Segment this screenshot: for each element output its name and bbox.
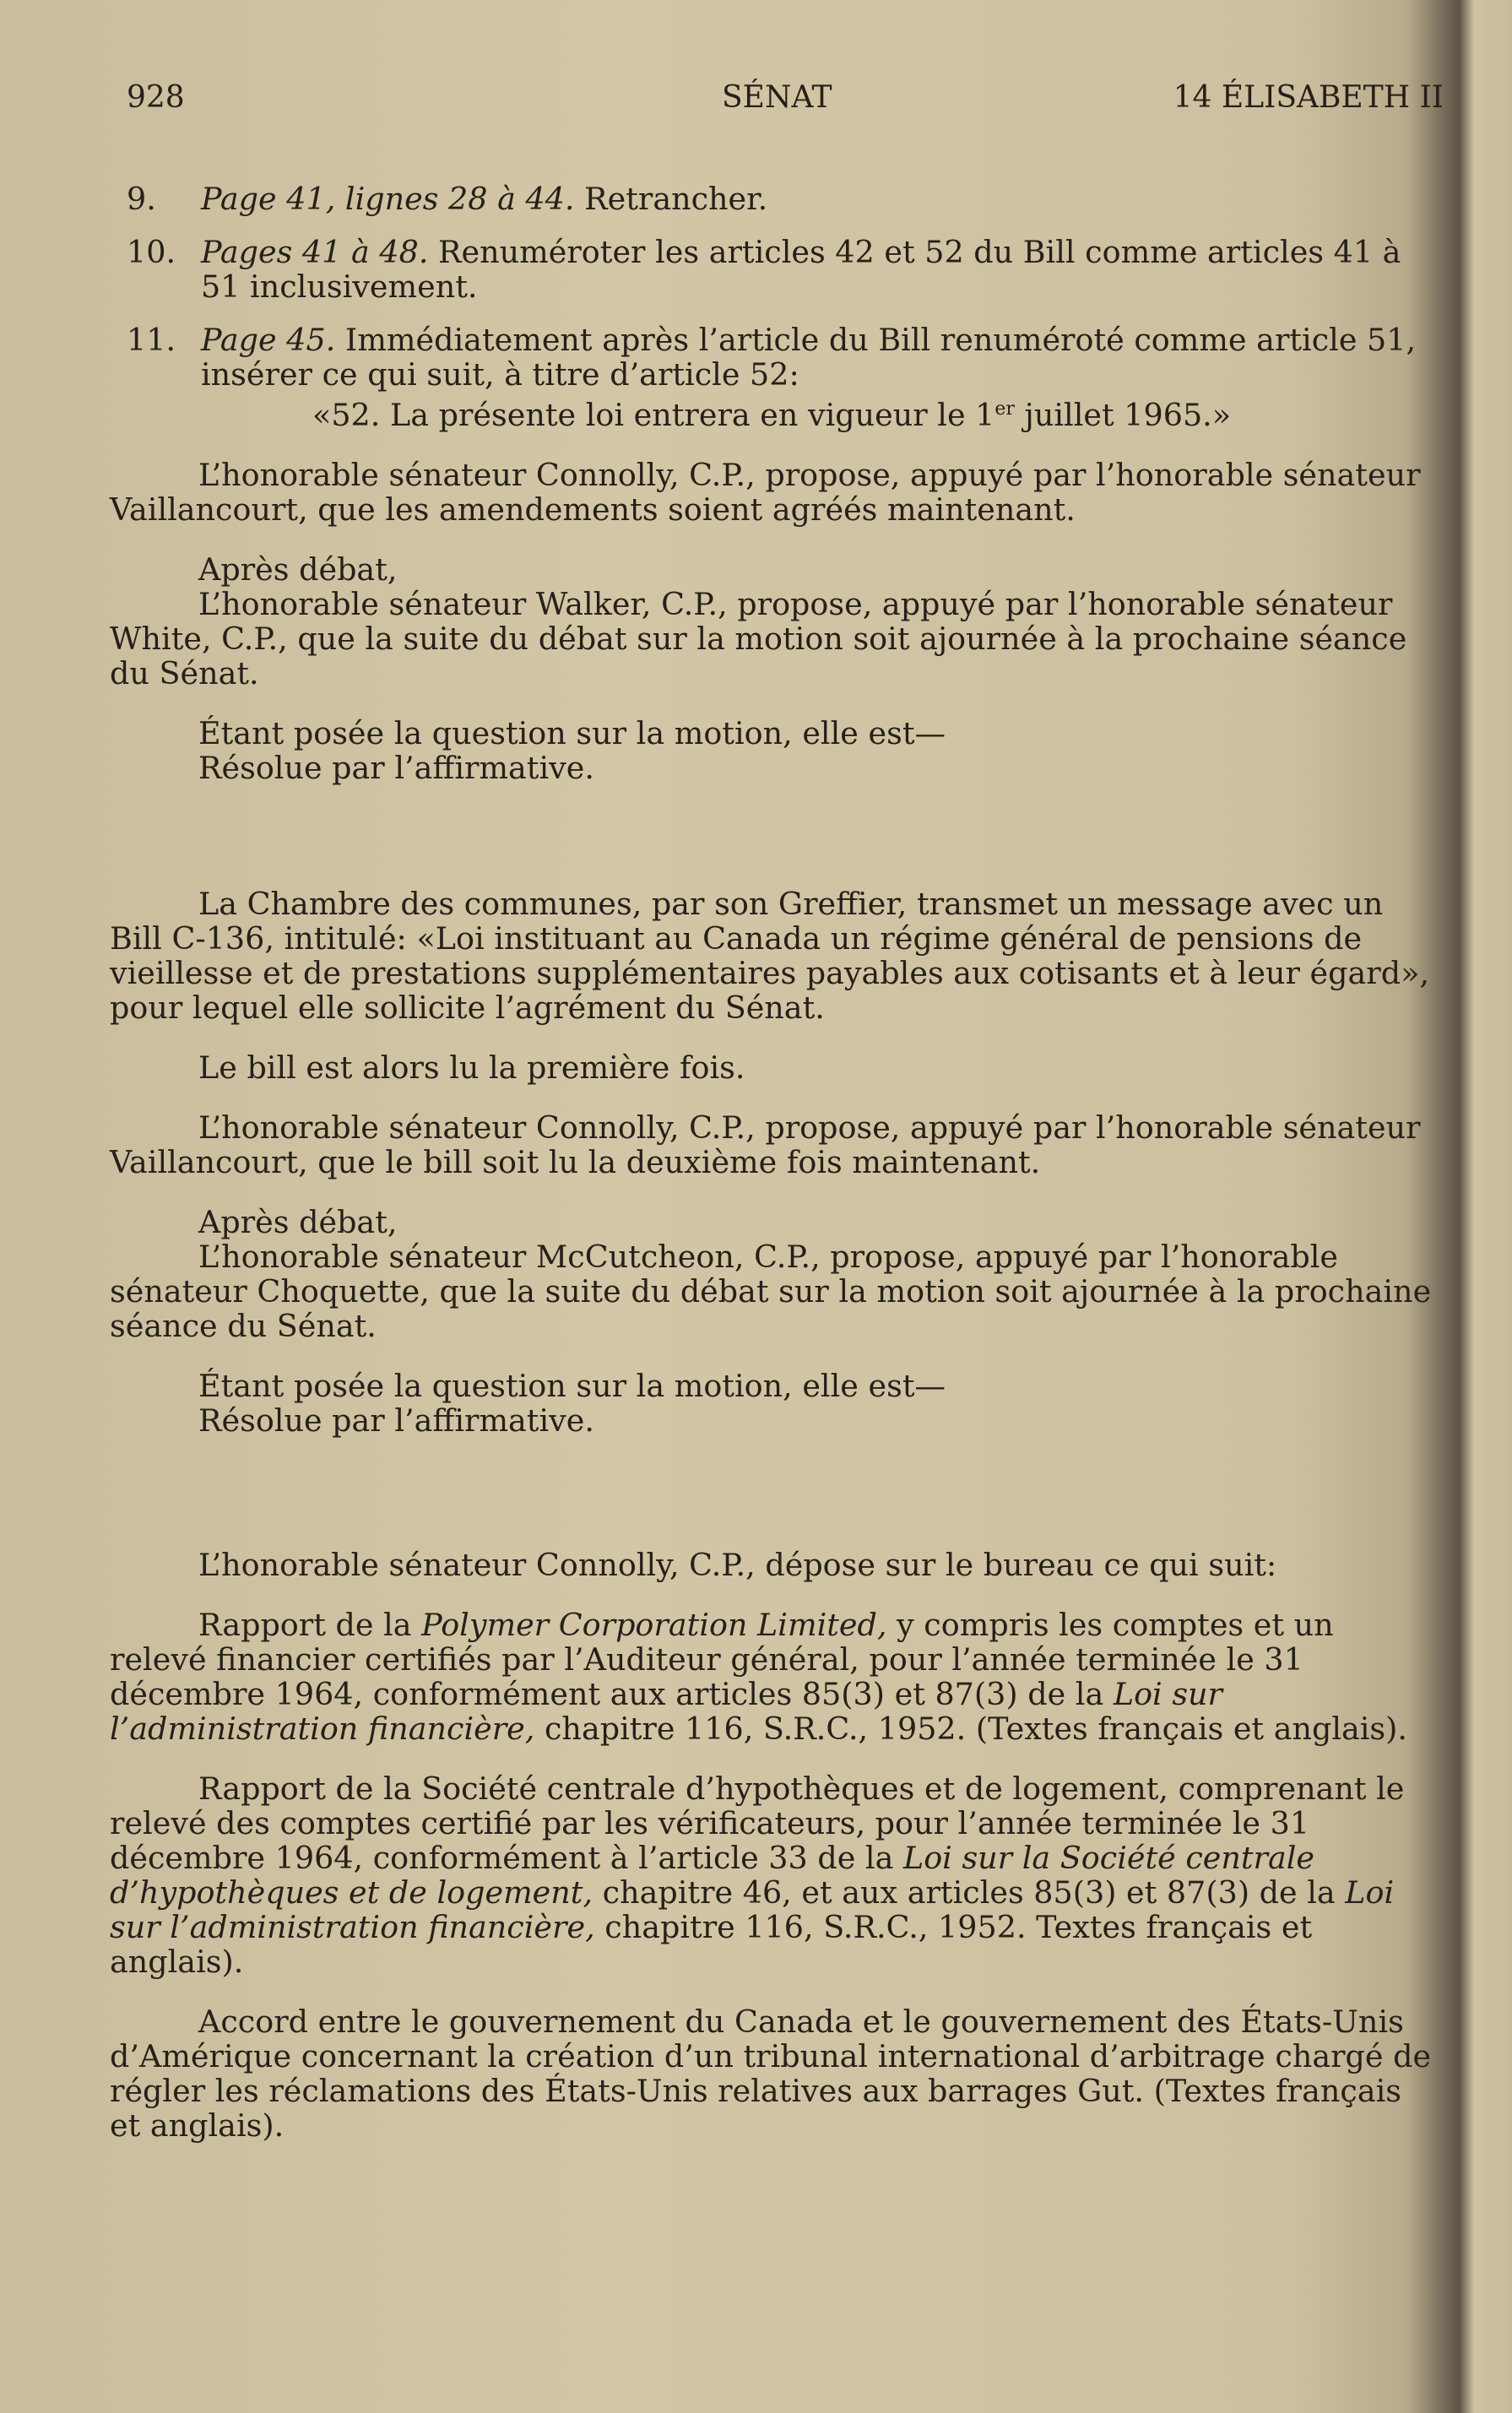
item-text: Renuméroter les articles 42 et 52 du Bill comme articles 41 à 51 inclusivement. xyxy=(201,234,1401,305)
message-paragraph: La Chambre des communes, par son Greffier, transmet un message avec un Bill C-136, intitulé: «Loi instituant au Canada un régime général de pensions de vieillesse et de prestations supplémentaires payables aux cotisants et à leur égard», pour lequel elle sollicite l’agrément du Sénat. xyxy=(110,886,1430,1027)
item-number: 9. xyxy=(127,181,156,217)
page-body xyxy=(110,182,1435,2143)
tabling-line: L’honorable sénateur Connolly, C.P., dépose sur le bureau ce qui suit: xyxy=(198,1547,1277,1584)
report-paragraph: Rapport de la Polymer Corporation Limited, y compris les comptes et un relevé financier certifiés par l’Auditeur général, pour l’année terminée le 31 décembre 1964, conformément aux articles 85(3) et 87(3) de la Loi sur l’administration financière, chapitre 116, S.R.C., 1952. (Textes français et anglais). xyxy=(110,1607,1408,1748)
question-line: Étant posée la question sur la motion, elle est— xyxy=(198,1368,946,1405)
item-text: Immédiatement après l’article du Bill renuméroté comme article 51, insérer ce qui suit, à titre d’article 52: xyxy=(201,322,1417,393)
debate-line: Après débat, xyxy=(198,551,398,588)
motion-paragraph: L’honorable sénateur Connolly, C.P., propose, appuyé par l’honorable sénateur Vaillancourt, que le bill soit lu la deuxième fois maintenant. xyxy=(110,1109,1421,1181)
item-text: Retrancher. xyxy=(574,181,768,217)
reading-line: Le bill est alors lu la première fois. xyxy=(198,1049,745,1087)
question-line: Étant posée la question sur la motion, elle est— xyxy=(198,715,946,752)
page-title: SÉNAT xyxy=(722,80,832,115)
report-paragraph: Rapport de la Société centrale d’hypothèques et de logement, comprenant le relevé des comptes certifié par les vérificateurs, pour l’année terminée le 31 décembre 1964, conformément à l’article 33 de la Loi sur la Société centrale d’hypothèques et de logement, chapitre 46, et aux articles 85(3) et 87(3) de la Loi sur l’administration financière, chapitre 116, S.R.C., 1952. Textes français et anglais). xyxy=(110,1770,1405,1981)
item-ref: Page 41, lignes 28 à 44. xyxy=(201,181,575,217)
page-header xyxy=(127,80,1444,131)
motion-paragraph: L’honorable sénateur McCutcheon, C.P., propose, appuyé par l’honorable sénateur Choquette, que la suite du débat sur la motion soit ajournée à la prochaine séance du Sénat. xyxy=(110,1239,1432,1345)
agreement-paragraph: Accord entre le gouvernement du Canada et le gouvernement des États-Unis d’Amérique concernant la création d’un tribunal international d’arbitrage chargé de régler les réclamations des États-Unis relatives aux barrages Gut. (Textes français et anglais). xyxy=(110,2004,1432,2145)
amendment-item xyxy=(110,235,1435,304)
resolution-line: Résolue par l’affirmative. xyxy=(198,1402,594,1440)
item-ref: Pages 41 à 48. xyxy=(201,234,429,270)
item-ref: Page 45. xyxy=(201,322,336,358)
amendment-item xyxy=(110,182,1435,216)
quoted-article: «52. La présente loi entrera en vigueur le 1er juillet 1965.» xyxy=(312,397,1232,434)
item-number: 11. xyxy=(127,322,176,358)
amendment-item xyxy=(110,323,1435,392)
debate-line: Après débat, xyxy=(198,1204,398,1241)
binding-edge xyxy=(1493,0,1512,2413)
motion-paragraph: L’honorable sénateur Connolly, C.P., propose, appuyé par l’honorable sénateur Vaillancourt, que les amendements soient agréés maintenant. xyxy=(110,457,1421,529)
page-number: 928 xyxy=(127,80,185,115)
regnal-year: 14 ÉLISABETH II xyxy=(1173,80,1444,115)
motion-paragraph: L’honorable sénateur Walker, C.P., propose, appuyé par l’honorable sénateur White, C.P., que la suite du débat sur la motion soit ajournée à la prochaine séance du Sénat. xyxy=(110,586,1407,692)
item-number: 10. xyxy=(127,234,176,270)
resolution-line: Résolue par l’affirmative. xyxy=(198,750,594,787)
